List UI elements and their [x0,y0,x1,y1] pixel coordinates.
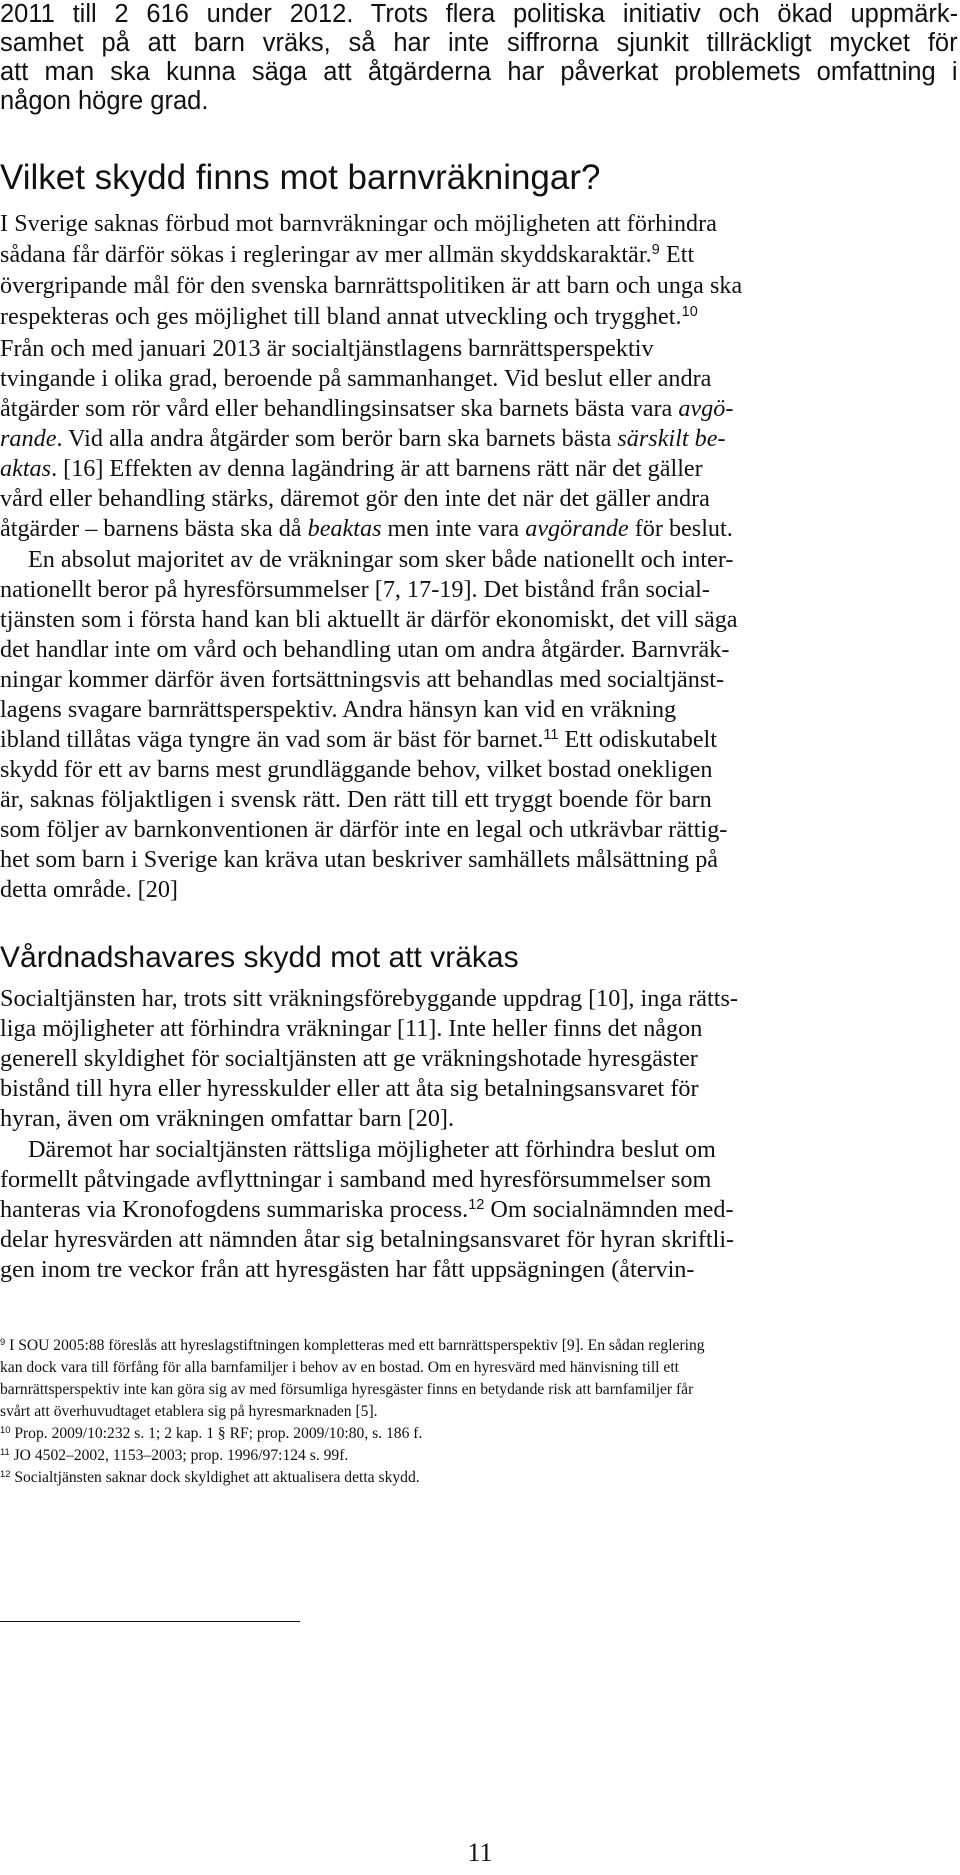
text-line: het som barn i Sverige kan kräva utan beskriver samhällets målsättning på [0,846,719,873]
text-line: skydd för ett av barns mest grundläggande behov, vilket bostad onekligen [0,756,713,783]
text-line: någon högre grad. [0,87,209,115]
text-line: sådana får därför sökas i regleringar av mer allmän skyddskaraktär.$^9$ Ett [0,242,695,268]
text-line: hyran, även om vräkningen omfattar barn [20]. [0,1105,455,1132]
footnote-ref: 11 [543,727,559,744]
footnote-ref: 10 [681,304,698,321]
text-line: är, saknas följaktligen i svensk rätt. Den rätt till ett tryggt boende för barn [0,786,712,813]
footnote-ref: 12 [468,1197,485,1214]
text-line: övergripande mål för den svenska barnrättspolitiken är att barn och unga ska [0,273,743,299]
footnote-line: $^{12}$ Socialtjänsten saknar dock skyldighet att aktualisera detta skydd. [0,1469,420,1486]
footnote-ref: 9 [651,242,660,259]
footnote-divider [0,1621,300,1622]
text-line: det handlar inte om vård och behandling utan om andra åtgärder. Barnvräk- [0,636,730,663]
text-line: Däremot har socialtjänsten rättsliga möjligheter att förhindra beslut om [28,1136,716,1163]
text-line: att man ska kunna säga att åtgärderna har påverkat problemets omfattning i [0,58,958,86]
text-line: I Sverige saknas förbud mot barnvräkningar och möjligheten att förhindra [0,211,717,237]
text-line: bistånd till hyra eller hyresskulder eller att åta sig betalningsansvaret för [0,1075,699,1102]
text-line: liga möjligheter att förhindra vräkningar [11]. Inte heller finns det någon [0,1015,703,1042]
text-line: samhet på att barn vräks, så har inte siffrorna sjunkit tillräckligt mycket för [0,29,958,57]
text-line: tjänsten som i första hand kan bli aktuellt är därför ekonomiskt, det vill säga [0,606,738,633]
text-line: En absolut majoritet av de vräkningar som sker både nationellt och inter- [28,546,734,573]
text-line: som följer av barnkonventionen är därför inte en legal och utkrävbar rättig- [0,816,728,843]
text-line: åtgärder – barnens bästa ska då beaktas men inte vara avgörande för beslut. [0,515,733,542]
text-line: generell skyldighet för socialtjänsten att ge vräkningshotade hyresgäster [0,1045,698,1072]
page-number: 11 [467,1838,493,1867]
section-heading: Vilket skydd finns mot barnvräkningar? [0,158,601,197]
footnote-line: barnrättsperspektiv inte kan göra sig av med försumliga hyresgäster finns en betydande risk att barnfamiljer får [0,1381,694,1398]
text-line: respekteras och ges möjlighet till bland annat utveckling och trygghet.$^{10}$ [0,304,698,330]
text-line: detta område. [20] [0,876,178,903]
text-line: ibland tillåtas väga tyngre än vad som är bäst för barnet.$^{11}$ Ett odiskutabelt [0,726,717,753]
text-line: hanteras via Kronofogdens summariska process.$^{12}$ Om socialnämnden med- [0,1196,734,1223]
footnote-line: $^9$ I SOU 2005:88 föreslås att hyreslagstiftningen kompletteras med ett barnrättsperspektiv [9]. En sådan reglering [0,1337,705,1354]
text-line: nationellt beror på hyresförsummelser [7, 17-19]. Det bistånd från social- [0,576,710,603]
footnote-line: svårt att överhuvudtaget etablera sig på hyresmarknaden [5]. [0,1403,378,1420]
text-line: ningar kommer därför även fortsättningsvis att behandlas med socialtjänst- [0,666,725,693]
text-line: Socialtjänsten har, trots sitt vräkningsförebyggande uppdrag [10], inga rätts- [0,985,738,1012]
text-line: rande. Vid alla andra åtgärder som berör barn ska barnets bästa särskilt be- [0,425,726,452]
text-line: Från och med januari 2013 är socialtjänstlagens barnrättsperspektiv [0,335,654,362]
footnote-line: $^{10}$ Prop. 2009/10:232 s. 1; 2 kap. 1 § RF; prop. 2009/10:80, s. 186 f. [0,1425,423,1442]
text-line: 2011 till 2 616 under 2012. Trots flera politiska initiativ och ökad uppmärk- [0,0,959,28]
footnote-line: kan dock vara till förfång för alla barnfamiljer i behov av en bostad. Om en hyresvärd med hänvisning till ett [0,1359,679,1376]
text-line: åtgärder som rör vård eller behandlingsinsatser ska barnets bästa vara avgö- [0,395,734,422]
footnote-line: $^{11}$ JO 4502–2002, 1153–2003; prop. 1996/97:124 s. 99f. [0,1447,349,1464]
text-line: lagens svagare barnrättsperspektiv. Andra hänsyn kan vid en vräkning [0,696,677,723]
text-line: aktas. [16] Effekten av denna lagändring är att barnens rätt när det gäller [0,455,703,482]
text-line: gen inom tre veckor från att hyresgästen har fått uppsägningen (återvin- [0,1256,695,1283]
subheading: Vårdnadshavares skydd mot att vräkas [0,941,519,974]
text-line: vård eller behandling stärks, däremot gör den inte det när det gäller andra [0,485,710,512]
text-line: delar hyresvärden att nämnden åtar sig betalningsansvaret för hyran skriftli- [0,1226,735,1253]
text-line: tvingande i olika grad, beroende på sammanhanget. Vid beslut eller andra [0,365,712,392]
text-line: formellt påtvingade avflyttningar i samband med hyresförsummelser som [0,1166,712,1193]
